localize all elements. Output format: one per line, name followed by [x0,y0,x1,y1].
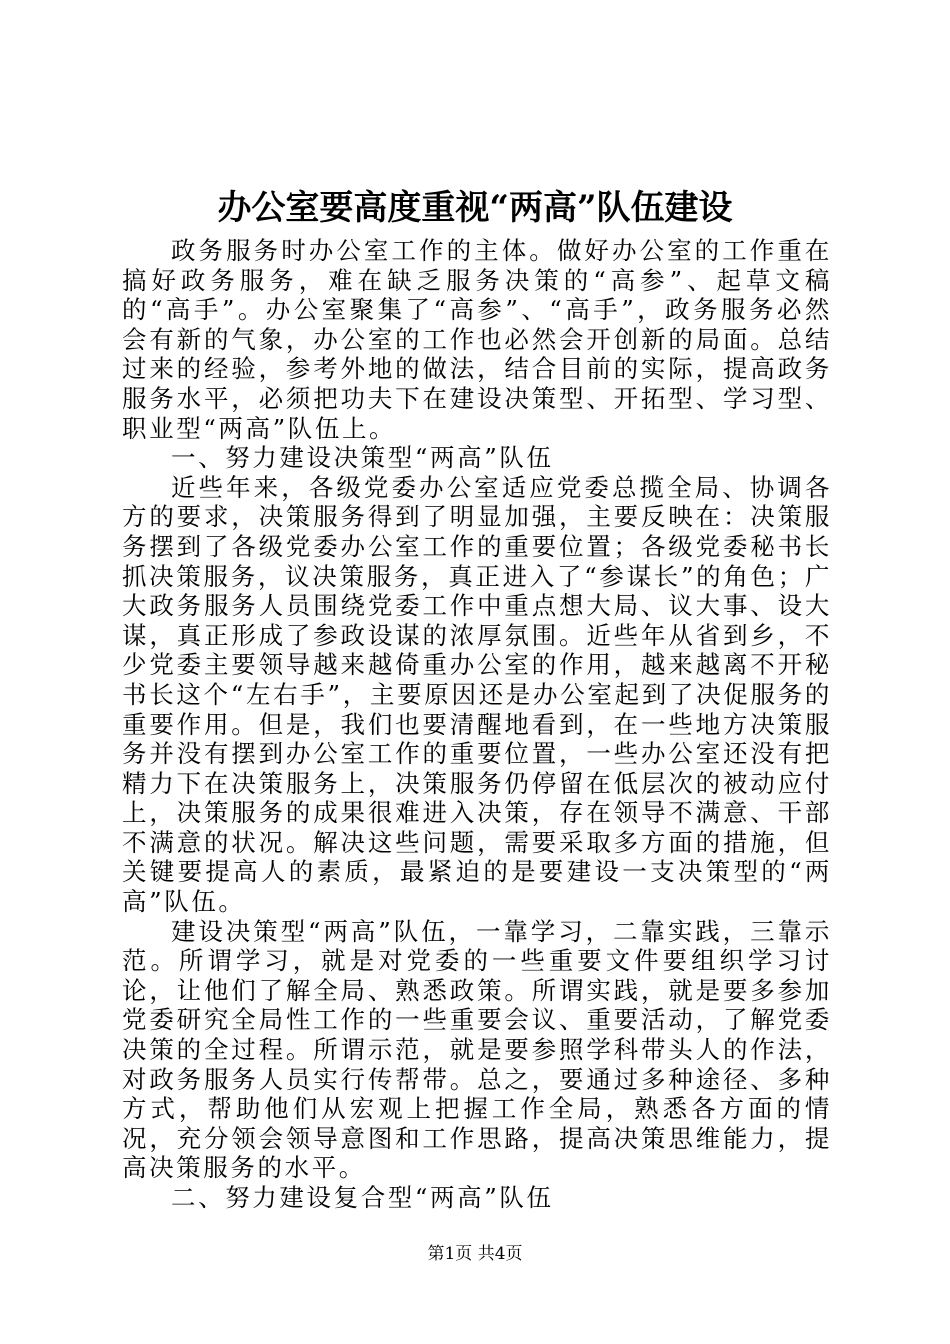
section-heading-1: 一、努力建设决策型“两高”队伍 [171,443,554,473]
body-paragraph: 建设决策型“两高”队伍，一靠学习，二靠实践，三靠示范。所谓学习，就是对党委的一些重要文件要组织学习讨论，让他们了解全局、熟悉政策。所谓实践，就是要多参加党委研究全局性工作的一些重要会议、重要活动，了解党委决策的全过程。所谓示范，就是要参照学科带头人的作法，对政务服务人员实行传帮带。总之，要通过多种途径、多种方式，帮助他们从宏观上把握工作全局，熟悉各方面的情况，充分领会领导意图和工作思路，提高决策思维能力，提高决策服务的水平。 [122,916,832,1183]
page-number-footer: 第1页 共4页 [427,1244,523,1264]
intro-paragraph: 政务服务时办公室工作的主体。做好办公室的工作重在搞好政务服务，难在缺乏服务决策的“高参”、起草文稿的“高手”。办公室聚集了“高参”、“高手”，政务服务必然会有新的气象，办公室的工作也必然会开创新的局面。总结过来的经验，参考外地的做法，结合目前的实际，提高政务服务水平，必须把功夫下在建设决策型、开拓型、学习型、职业型“两高”队伍上。 [122,236,832,443]
document-title: 办公室要高度重视“两高”队伍建设 [217,188,733,228]
document-body [122,236,832,1213]
body-paragraph: 近些年来，各级党委办公室适应党委总揽全局、协调各方的要求，决策服务得到了明显加强，主要反映在：决策服务摆到了各级党委办公室工作的重要位置；各级党委秘书长抓决策服务，议决策服务，真正进入了“参谋长”的角色；广大政务服务人员围绕党委工作中重点想大局、议大事、设大谋，真正形成了参政设谋的浓厚氛围。近些年从省到乡，不少党委主要领导越来越倚重办公室的作用，越来越离不开秘书长这个“左右手”，主要原因还是办公室起到了决促服务的重要作用。但是，我们也要清醒地看到，在一些地方决策服务并没有摆到办公室工作的重要位置，一些办公室还没有把精力下在决策服务上，决策服务仍停留在低层次的被动应付上，决策服务的成果很难进入决策，存在领导不满意、干部不满意的状况。解决这些问题，需要采取多方面的措施，但关键要提高人的素质，最紧迫的是要建设一支决策型的“两高”队伍。 [122,472,832,917]
section-heading-2: 二、努力建设复合型“两高”队伍 [171,1183,554,1212]
